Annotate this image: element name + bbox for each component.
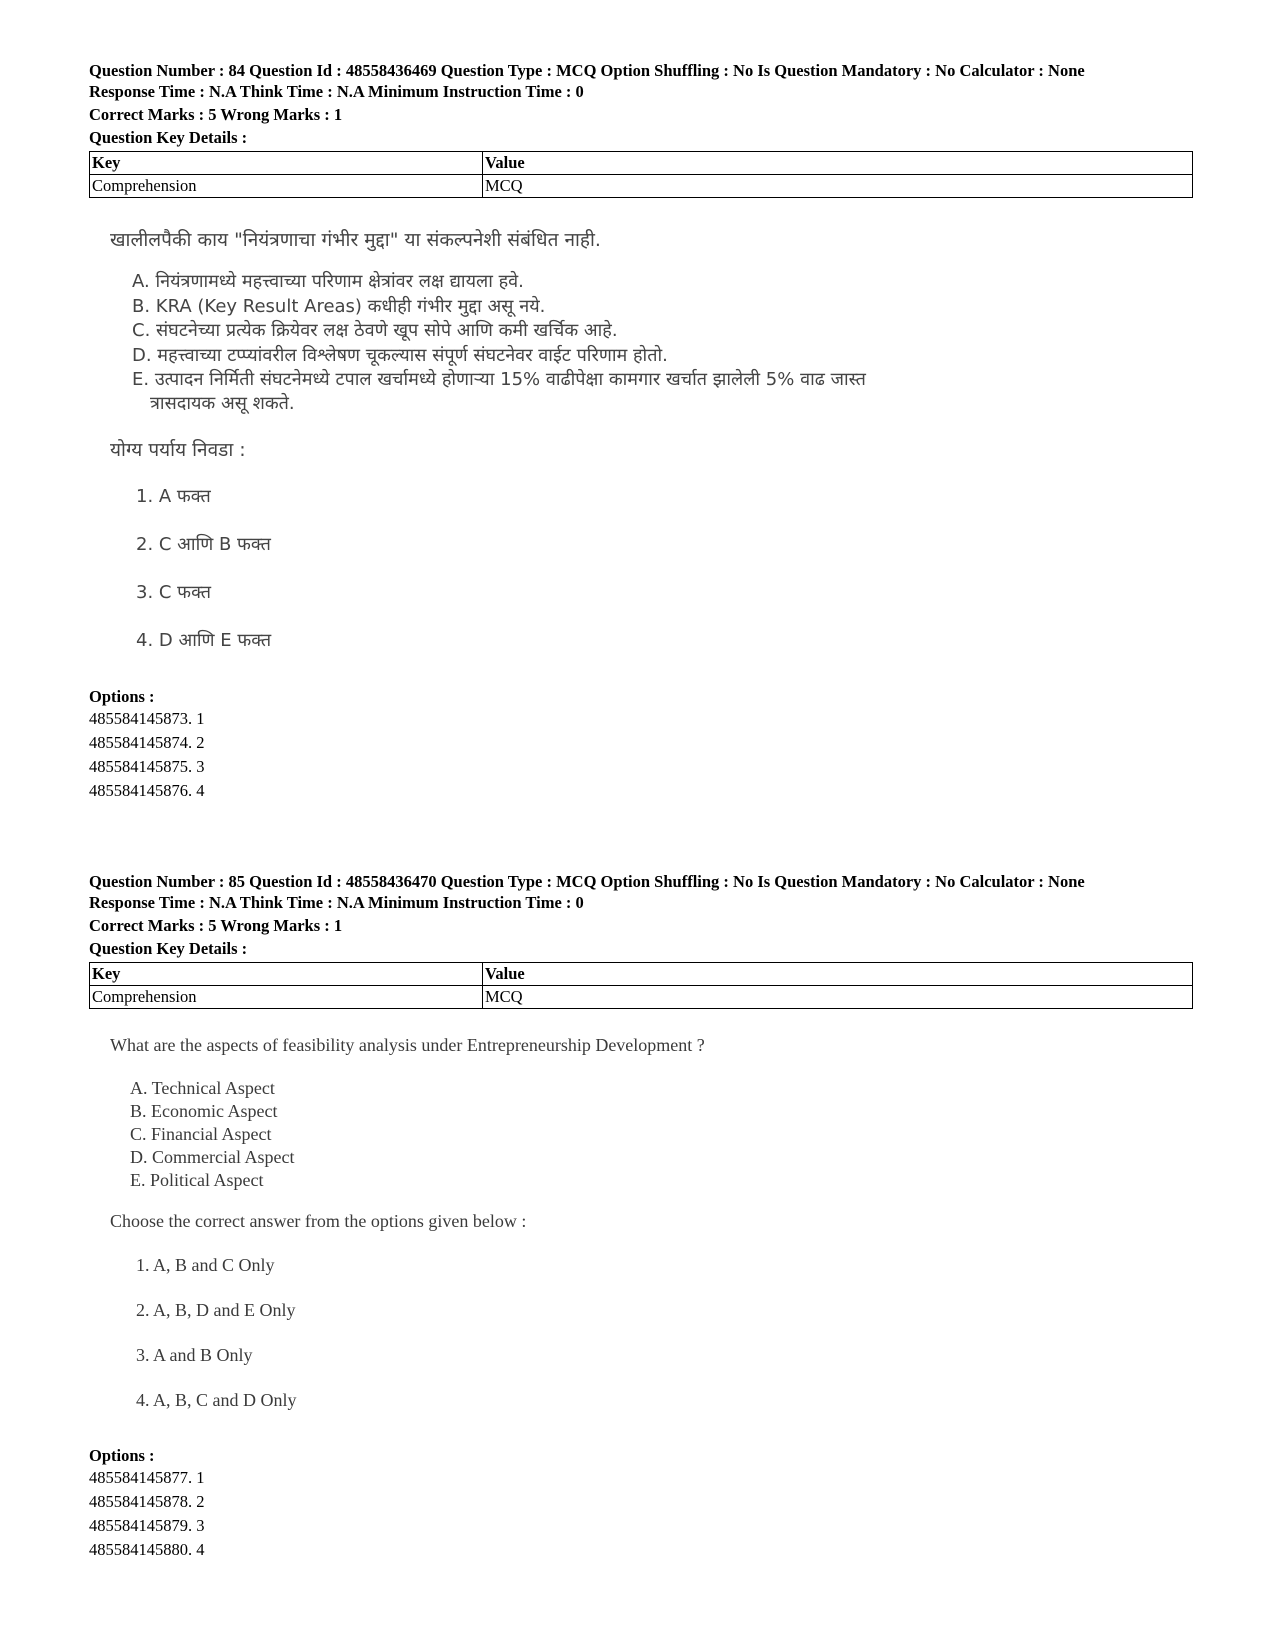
value-cell: MCQ [483,175,1193,198]
option-item: 485584145879. 3 [89,1516,205,1535]
statement: B. KRA (Key Result Areas) कधीही गंभीर मुद्दा असू नये. [132,296,546,317]
option-item: 485584145877. 1 [89,1468,205,1487]
question-header-line1: Question Number : 85 Question Id : 48558436470 Question Type : MCQ Option Shuffling : No Is Question Mandatory : No Calculator : None [89,872,1085,891]
statement: D. महत्त्वाच्या टप्प्यांवरील विश्लेषण चूकल्यास संपूर्ण संघटनेवर वाईट परिणाम होतो. [132,345,668,366]
answer-choice: 2. C आणि B फक्त [136,534,271,555]
table-row [90,963,1193,986]
marks-line: Correct Marks : 5 Wrong Marks : 1 [89,916,343,935]
question-body [110,1017,1193,1445]
statement: A. नियंत्रणामध्ये महत्त्वाच्या परिणाम क्षेत्रांवर लक्ष द्यायला हवे. [132,271,524,292]
key-details-table [89,151,1193,198]
question-stem: What are the aspects of feasibility analysis under Entrepreneurship Development ? [110,1035,705,1055]
question-header-line2: Response Time : N.A Think Time : N.A Minimum Instruction Time : 0 [89,893,584,912]
statement: E. उत्पादन निर्मिती संघटनेमध्ये टपाल खर्चामध्ये होणाऱ्या 15% वाढीपेक्षा कामगार खर्चात झालेली 5% वाढ जास्त [132,369,866,390]
options-list [89,1466,1193,1562]
question-85 [89,871,1193,1562]
question-header-line1: Question Number : 84 Question Id : 48558436469 Question Type : MCQ Option Shuffling : No Is Question Mandatory : No Calculator : None [89,61,1085,80]
answer-choice: 3. C फक्त [136,582,211,603]
instruction: योग्य पर्याय निवडा : [110,439,246,461]
option-item: 485584145875. 3 [89,757,205,776]
answer-choice: 4. A, B, C and D Only [136,1390,297,1410]
table-row [90,175,1193,198]
key-details-label: Question Key Details : [89,128,248,147]
statement: E. Political Aspect [130,1170,264,1190]
key-header: Key [90,963,483,986]
value-cell: MCQ [483,986,1193,1009]
question-body [110,206,1193,686]
answer-choice: 1. A फक्त [136,486,211,507]
options-label: Options : [89,1446,155,1465]
answer-choice: 4. D आणि E फक्त [136,630,272,651]
question-stem: खालीलपैकी काय "नियंत्रणाचा गंभीर मुद्दा" या संकल्पनेशी संबंधित नाही. [110,229,601,251]
options-list [89,707,1193,803]
value-header: Value [483,152,1193,175]
value-header: Value [483,963,1193,986]
key-header: Key [90,152,483,175]
question-header-line2: Response Time : N.A Think Time : N.A Minimum Instruction Time : 0 [89,82,584,101]
statement: B. Economic Aspect [130,1101,278,1121]
options-label: Options : [89,687,155,706]
option-item: 485584145874. 2 [89,733,205,752]
statement: C. Financial Aspect [130,1124,272,1144]
question-84 [89,60,1193,803]
statement-e [132,368,866,416]
key-details-table [89,962,1193,1009]
statement: C. संघटनेच्या प्रत्येक क्रियेवर लक्ष ठेवणे खूप सोपे आणि कमी खर्चिक आहे. [132,320,618,341]
option-item: 485584145880. 4 [89,1540,205,1559]
marks-line: Correct Marks : 5 Wrong Marks : 1 [89,105,343,124]
answer-choice: 3. A and B Only [136,1345,253,1365]
key-details-label: Question Key Details : [89,939,248,958]
table-row [90,986,1193,1009]
option-item: 485584145876. 4 [89,781,205,800]
statement: D. Commercial Aspect [130,1147,295,1167]
instruction: Choose the correct answer from the options given below : [110,1211,527,1231]
statement: A. Technical Aspect [130,1078,275,1098]
answer-choice: 1. A, B and C Only [136,1255,275,1275]
statement-continuation: त्रासदायक असू शकते. [150,393,295,414]
key-cell: Comprehension [90,986,483,1009]
option-item: 485584145873. 1 [89,709,205,728]
key-cell: Comprehension [90,175,483,198]
answer-choice: 2. A, B, D and E Only [136,1300,296,1320]
table-row [90,152,1193,175]
option-item: 485584145878. 2 [89,1492,205,1511]
